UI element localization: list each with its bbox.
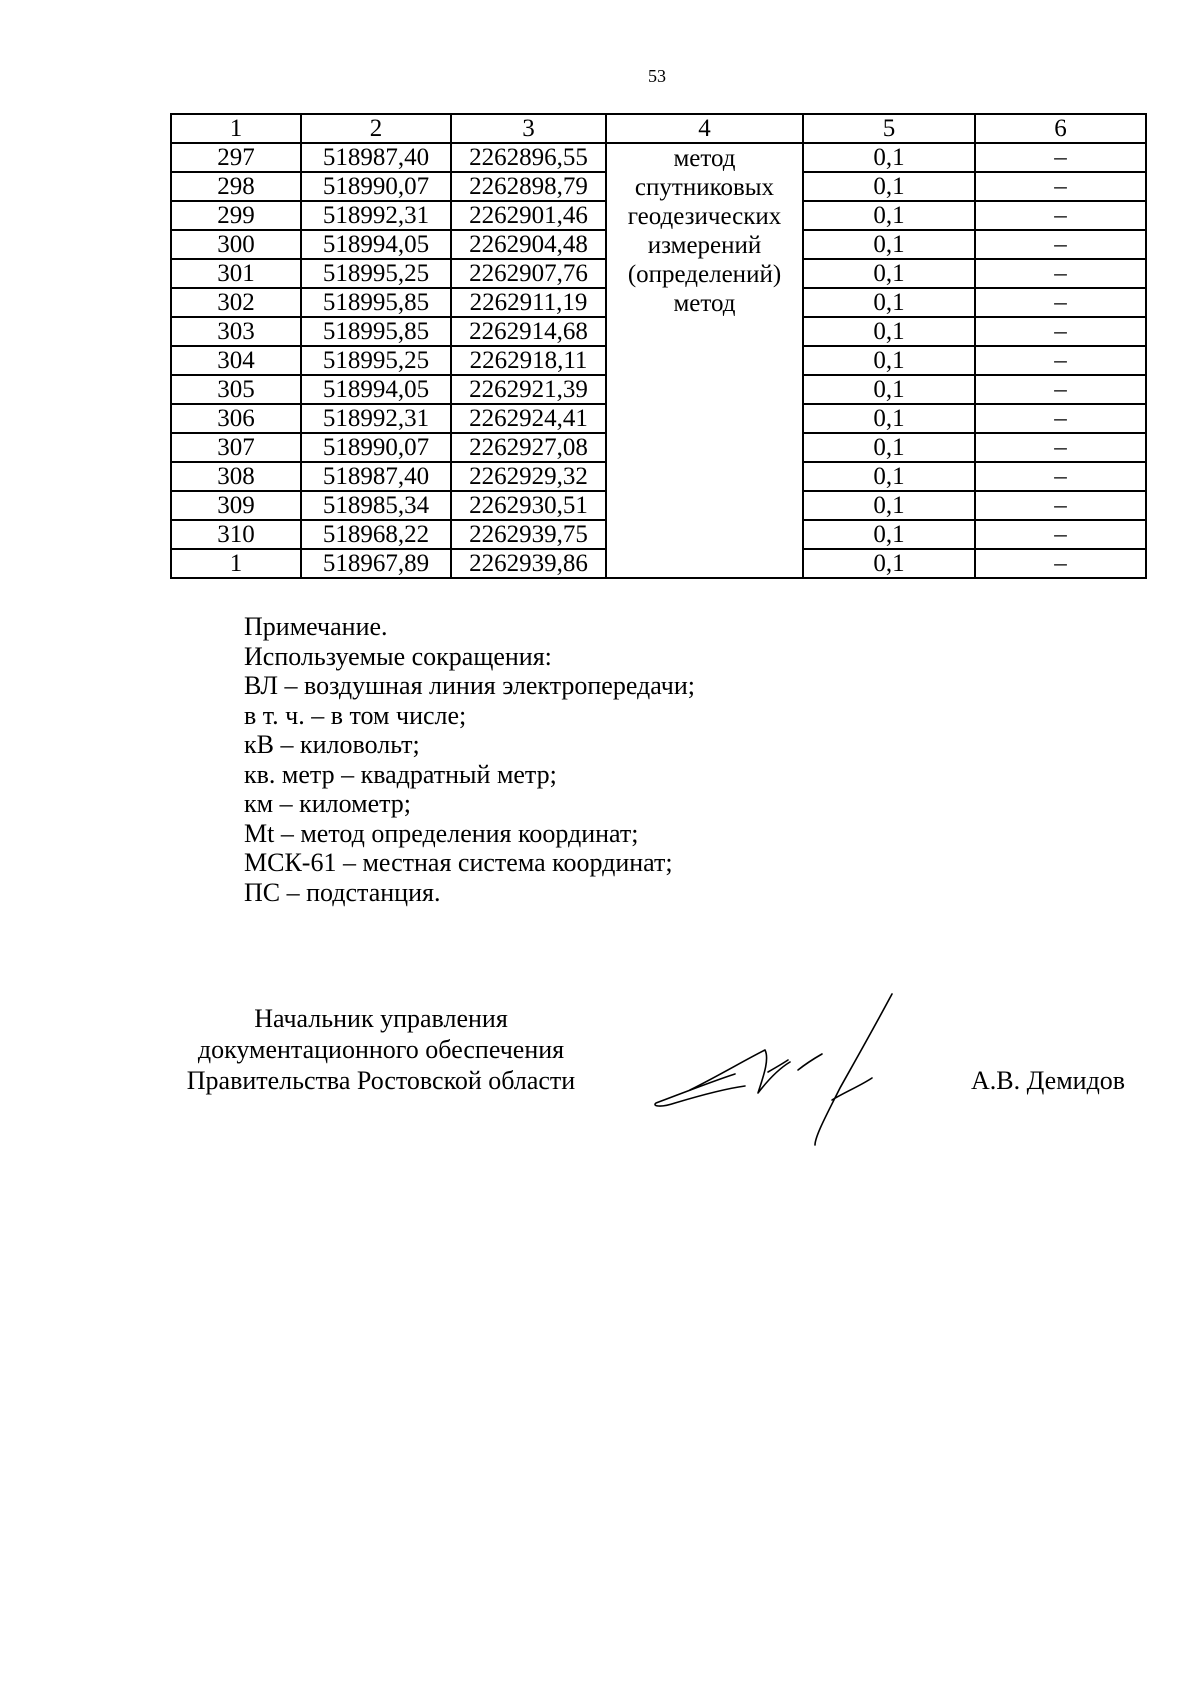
table-header-row xyxy=(171,114,1146,143)
notes-section xyxy=(244,612,695,907)
method-text-line: спутниковых xyxy=(634,174,775,201)
description-cell: – xyxy=(975,491,1146,520)
column-header: 5 xyxy=(803,114,975,143)
accuracy-cell: 0,1 xyxy=(803,549,975,578)
table-body xyxy=(171,143,1146,578)
abbreviation-item: кВ – киловольт; xyxy=(244,730,420,759)
description-cell: – xyxy=(975,201,1146,230)
abbreviation-item: Mt – метод определения координат; xyxy=(244,818,639,848)
handwritten-signature xyxy=(650,990,940,1150)
y-coordinate-cell: 2262914,68 xyxy=(451,317,606,346)
method-text-line: метод xyxy=(673,145,736,172)
accuracy-cell: 0,1 xyxy=(803,375,975,404)
abbreviation-item: ВЛ – воздушная линия электропередачи; xyxy=(244,671,695,700)
x-coordinate-cell: 518994,05 xyxy=(301,230,451,259)
point-number-cell: 309 xyxy=(171,491,301,520)
description-cell: – xyxy=(975,404,1146,433)
point-number-cell: 301 xyxy=(171,259,301,288)
position-line: документационного обеспечения xyxy=(197,1035,565,1064)
description-cell: – xyxy=(975,549,1146,578)
method-text-line: геодезических xyxy=(627,203,782,230)
accuracy-cell: 0,1 xyxy=(803,143,975,172)
page-number: 53 xyxy=(648,66,666,86)
accuracy-cell: 0,1 xyxy=(803,230,975,259)
point-number-cell: 303 xyxy=(171,317,301,346)
y-coordinate-cell: 2262901,46 xyxy=(451,201,606,230)
point-number-cell: 1 xyxy=(171,549,301,578)
signatory-position xyxy=(166,1003,596,1096)
accuracy-cell: 0,1 xyxy=(803,433,975,462)
y-coordinate-cell: 2262904,48 xyxy=(451,230,606,259)
description-cell: – xyxy=(975,259,1146,288)
point-number-cell: 297 xyxy=(171,143,301,172)
method-text-line: измерений xyxy=(647,232,762,259)
column-header: 2 xyxy=(301,114,451,143)
abbreviations-heading: Используемые сокращения: xyxy=(244,641,552,671)
y-coordinate-cell: 2262911,19 xyxy=(451,288,606,317)
description-cell: – xyxy=(975,462,1146,491)
accuracy-cell: 0,1 xyxy=(803,172,975,201)
point-number-cell: 299 xyxy=(171,201,301,230)
description-cell: – xyxy=(975,375,1146,404)
method-text-line: метод xyxy=(673,290,736,317)
x-coordinate-cell: 518995,85 xyxy=(301,288,451,317)
point-number-cell: 308 xyxy=(171,462,301,491)
table-row xyxy=(171,143,1146,172)
description-cell: – xyxy=(975,288,1146,317)
y-coordinate-cell: 2262927,08 xyxy=(451,433,606,462)
x-coordinate-cell: 518995,85 xyxy=(301,317,451,346)
x-coordinate-cell: 518990,07 xyxy=(301,433,451,462)
x-coordinate-cell: 518992,31 xyxy=(301,404,451,433)
accuracy-cell: 0,1 xyxy=(803,288,975,317)
point-number-cell: 305 xyxy=(171,375,301,404)
x-coordinate-cell: 518985,34 xyxy=(301,491,451,520)
method-cell xyxy=(606,143,803,578)
description-cell: – xyxy=(975,346,1146,375)
point-number-cell: 304 xyxy=(171,346,301,375)
x-coordinate-cell: 518967,89 xyxy=(301,549,451,578)
signer-name: А.В. Демидов xyxy=(971,1066,1126,1095)
accuracy-cell: 0,1 xyxy=(803,317,975,346)
accuracy-cell: 0,1 xyxy=(803,201,975,230)
column-header: 1 xyxy=(171,114,301,143)
point-number-cell: 310 xyxy=(171,520,301,549)
y-coordinate-cell: 2262929,32 xyxy=(451,462,606,491)
column-header: 3 xyxy=(451,114,606,143)
abbreviation-item: в т. ч. – в том числе; xyxy=(244,700,467,730)
point-number-cell: 302 xyxy=(171,288,301,317)
abbreviation-item: МСК-61 – местная система координат; xyxy=(244,848,673,877)
accuracy-cell: 0,1 xyxy=(803,259,975,288)
point-number-cell: 298 xyxy=(171,172,301,201)
note-heading: Примечание. xyxy=(244,612,388,641)
coordinates-table xyxy=(170,113,1147,579)
y-coordinate-cell: 2262924,41 xyxy=(451,404,606,433)
abbreviation-item: кв. метр – квадратный метр; xyxy=(244,759,557,789)
column-header: 6 xyxy=(975,114,1146,143)
x-coordinate-cell: 518968,22 xyxy=(301,520,451,549)
y-coordinate-cell: 2262939,86 xyxy=(451,549,606,578)
position-line: Начальник управления xyxy=(254,1004,508,1033)
accuracy-cell: 0,1 xyxy=(803,491,975,520)
description-cell: – xyxy=(975,172,1146,201)
x-coordinate-cell: 518994,05 xyxy=(301,375,451,404)
x-coordinate-cell: 518990,07 xyxy=(301,172,451,201)
column-header: 4 xyxy=(606,114,803,143)
y-coordinate-cell: 2262921,39 xyxy=(451,375,606,404)
description-cell: – xyxy=(975,520,1146,549)
accuracy-cell: 0,1 xyxy=(803,462,975,491)
point-number-cell: 306 xyxy=(171,404,301,433)
abbreviation-item: км – километр; xyxy=(244,789,412,818)
x-coordinate-cell: 518995,25 xyxy=(301,259,451,288)
description-cell: – xyxy=(975,230,1146,259)
method-text-line: (определений) xyxy=(627,261,782,288)
x-coordinate-cell: 518995,25 xyxy=(301,346,451,375)
abbreviation-item: ПС – подстанция. xyxy=(244,877,441,907)
accuracy-cell: 0,1 xyxy=(803,404,975,433)
x-coordinate-cell: 518987,40 xyxy=(301,143,451,172)
y-coordinate-cell: 2262898,79 xyxy=(451,172,606,201)
y-coordinate-cell: 2262896,55 xyxy=(451,143,606,172)
x-coordinate-cell: 518992,31 xyxy=(301,201,451,230)
accuracy-cell: 0,1 xyxy=(803,346,975,375)
point-number-cell: 307 xyxy=(171,433,301,462)
table-header xyxy=(171,114,1146,143)
x-coordinate-cell: 518987,40 xyxy=(301,462,451,491)
y-coordinate-cell: 2262930,51 xyxy=(451,491,606,520)
accuracy-cell: 0,1 xyxy=(803,520,975,549)
position-line: Правительства Ростовской области xyxy=(186,1066,576,1095)
y-coordinate-cell: 2262939,75 xyxy=(451,520,606,549)
description-cell: – xyxy=(975,143,1146,172)
y-coordinate-cell: 2262907,76 xyxy=(451,259,606,288)
point-number-cell: 300 xyxy=(171,230,301,259)
y-coordinate-cell: 2262918,11 xyxy=(451,346,606,375)
description-cell: – xyxy=(975,433,1146,462)
description-cell: – xyxy=(975,317,1146,346)
